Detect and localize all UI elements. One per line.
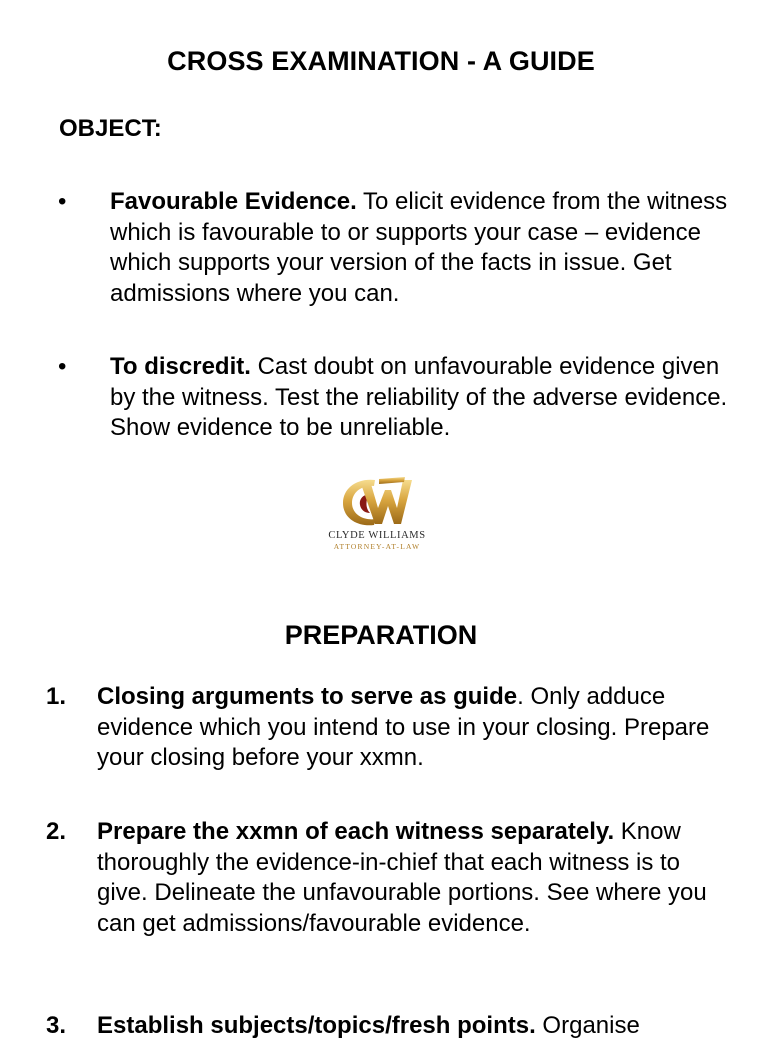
logo-subtitle-text: ATTORNEY-AT-LAW [333,542,421,551]
list-number: 1. [46,683,67,710]
list-item-body: Know thoroughly the evidence-in-chief that each witness is to give. Delineate the unfavourable portions. See where you can get admissions/favourable evidence. [97,818,707,938]
list-item-closing-arguments [97,682,737,774]
list-item-prepare-xxmn [97,817,737,940]
bullet-body: To elicit evidence from the witness which is favourable to or supports your case – evidence which supports your version of the facts in issue. Get admissions where you can. [110,188,728,308]
bullet-body: Cast doubt on unfavourable evidence given by the witness. Test the reliability of the adverse evidence. Show evidence to be unreliable. [110,353,728,442]
list-number: 3. [46,1012,67,1039]
list-item-body: Organise [535,1012,640,1039]
clyde-williams-logo [317,472,437,558]
section-heading-preparation: PREPARATION [284,620,478,650]
list-item-body: . Only adduce evidence which you intend to use in your closing. Prepare your closing before your xxmn. [97,683,710,772]
bullet-marker: • [58,353,67,380]
bullet-heading: Favourable Evidence. [110,188,357,215]
cw-monogram-icon [317,472,437,530]
list-item-heading: Establish subjects/topics/fresh points. [97,1012,536,1039]
logo-name-text: CLYDE WILLIAMS [328,530,426,541]
list-number: 2. [46,818,67,845]
document-title: CROSS EXAMINATION - A GUIDE [167,46,595,76]
list-item-establish-subjects [97,1011,737,1042]
bullet-item-favourable-evidence [110,187,740,310]
list-item-heading: Closing arguments to serve as guide [97,683,518,710]
list-item-heading: Prepare the xxmn of each witness separately. [97,818,615,845]
bullet-marker: • [58,188,67,215]
bullet-item-discredit [110,352,740,444]
object-label: OBJECT: [59,115,162,142]
bullet-heading: To discredit. [110,353,251,380]
